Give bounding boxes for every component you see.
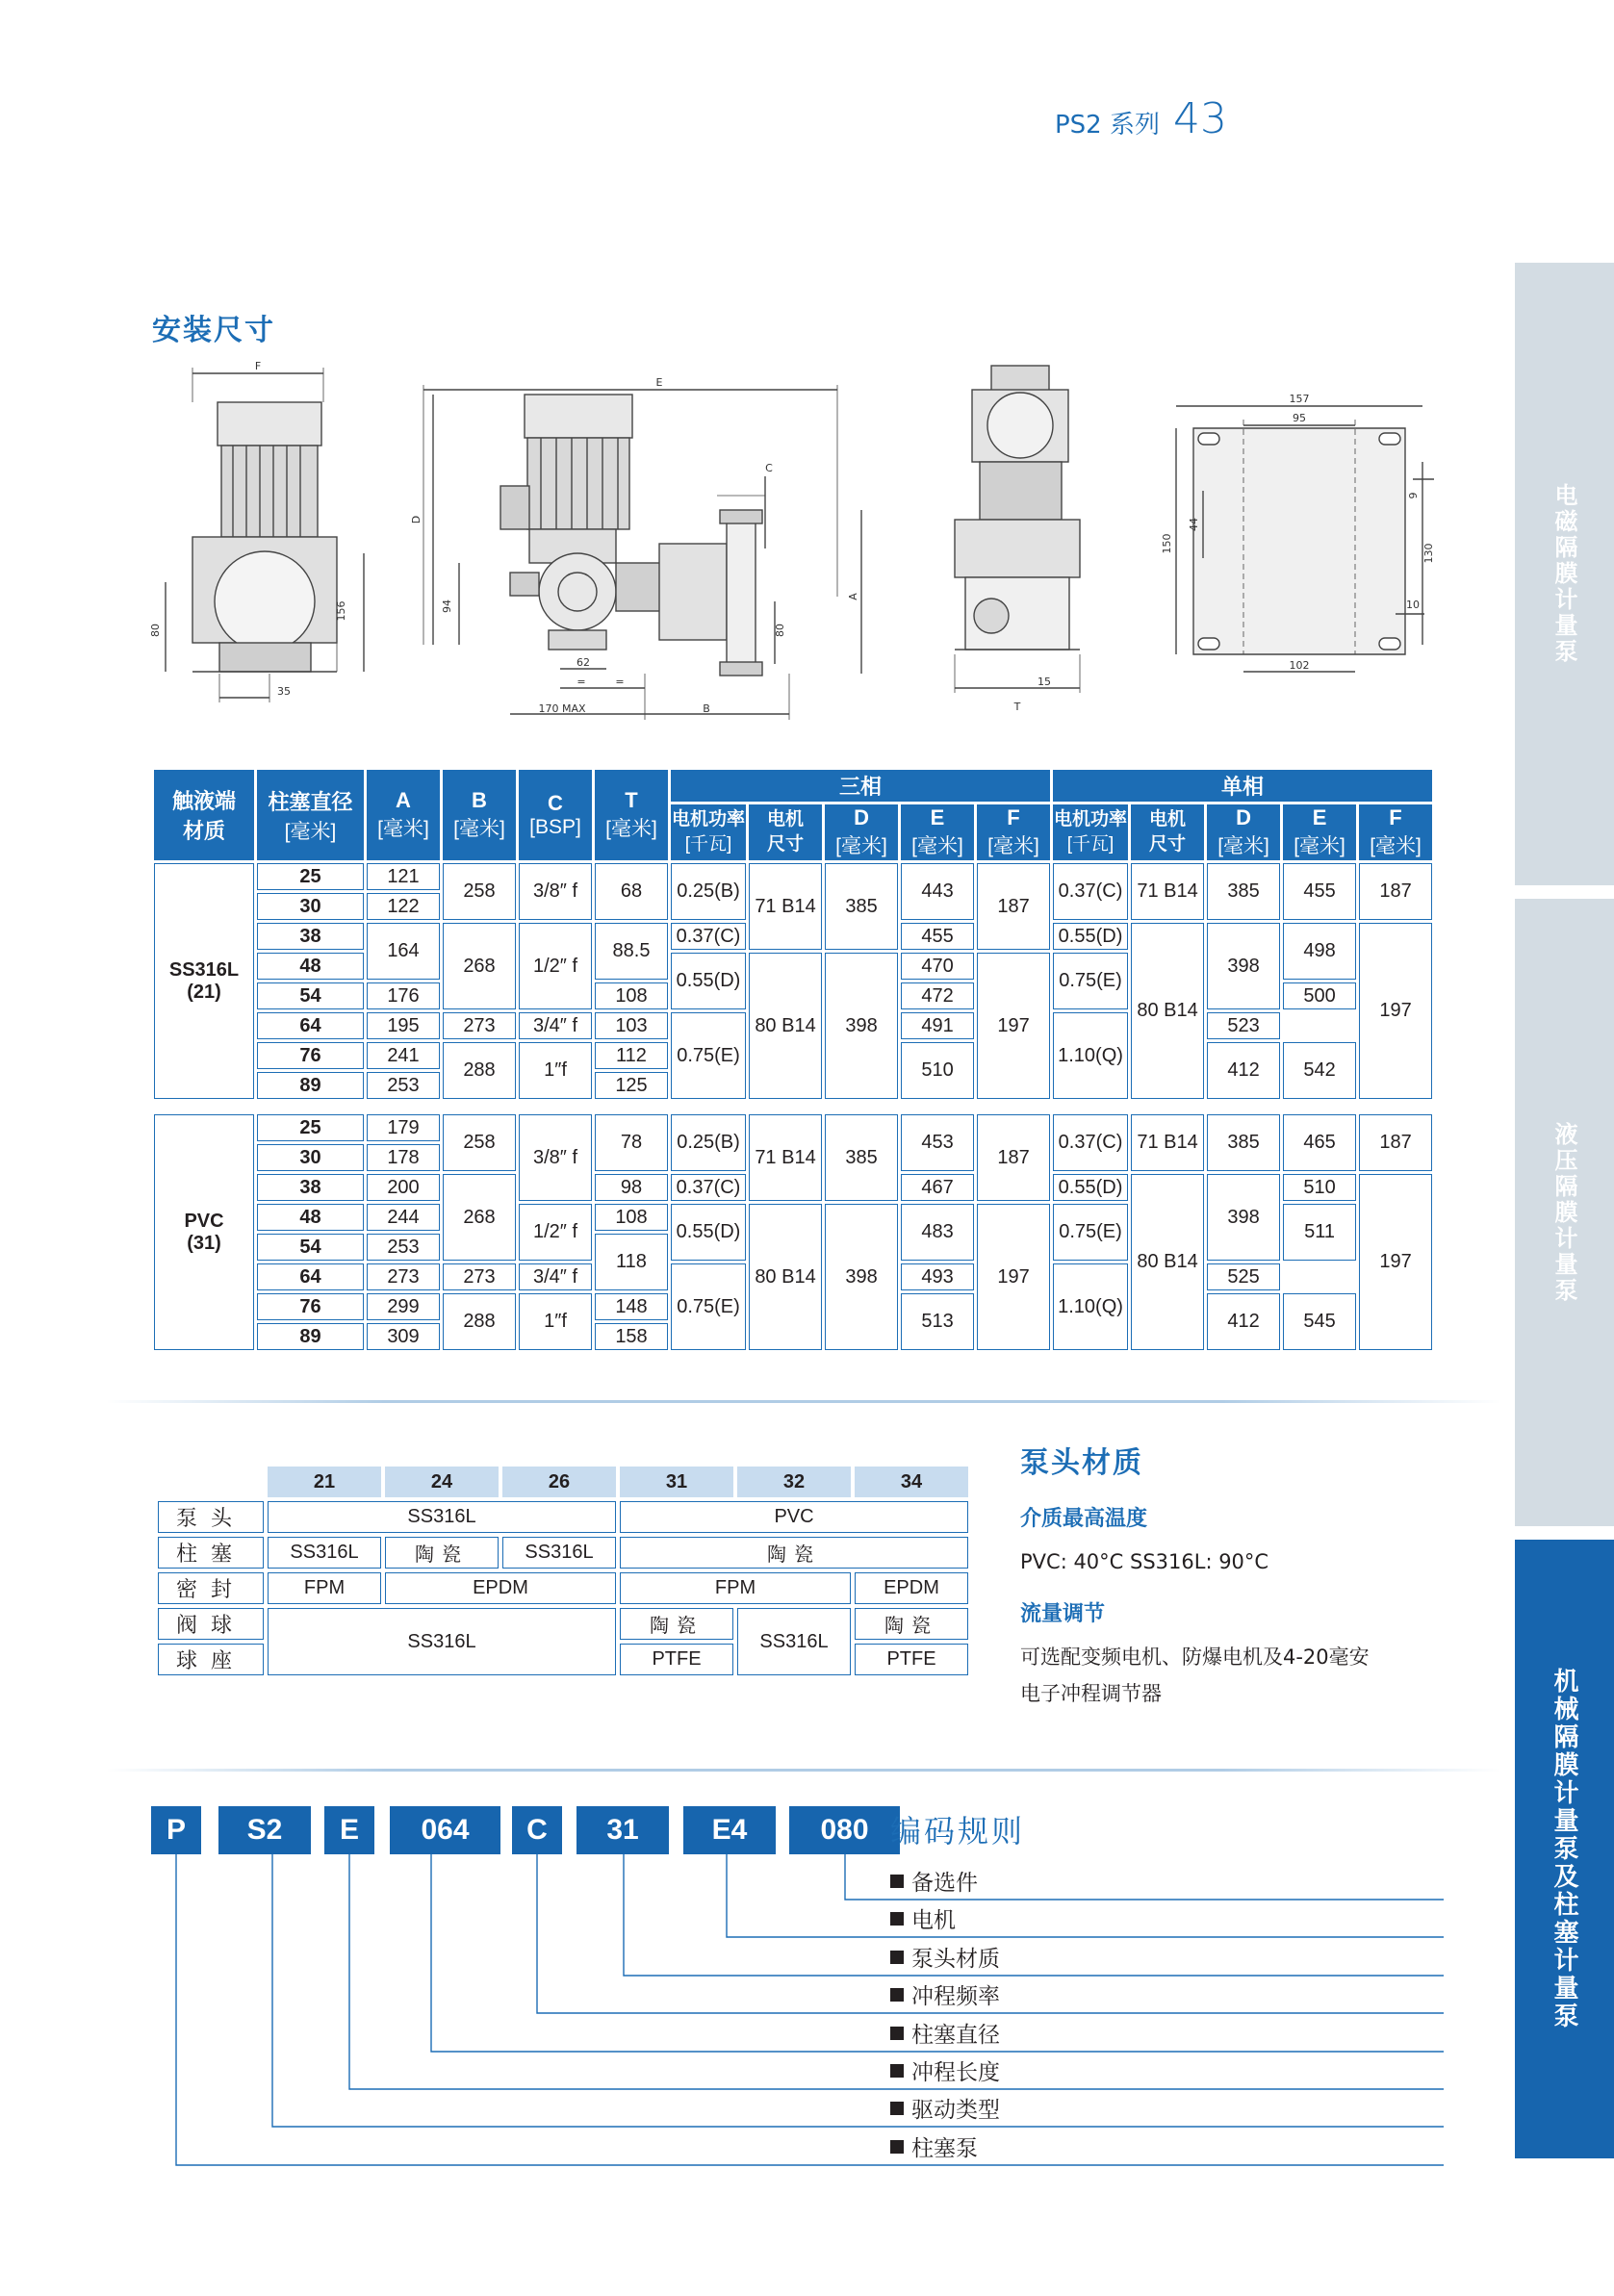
tp-f-cell: 197: [977, 953, 1050, 1099]
tp-d-cell: 385: [825, 1114, 898, 1201]
square-bullet-icon: [890, 1988, 904, 2002]
base-plate-drawing: [1176, 406, 1434, 672]
b-cell: 288: [443, 1042, 516, 1099]
material-code: 24: [385, 1467, 499, 1497]
side-tab-label: 机械隔膜计量泵及柱塞计量泵: [1550, 1668, 1578, 2030]
t-cell: 158: [595, 1323, 668, 1350]
series-label: PS2 系列: [1055, 111, 1160, 140]
a-cell: 176: [367, 982, 440, 1009]
a-cell: 178: [367, 1144, 440, 1171]
sp-f-cell: 187: [1359, 863, 1432, 920]
sp-f-cell: 197: [1359, 923, 1432, 1099]
material-cell: SS316L: [268, 1608, 616, 1675]
sp-d-cell: 385: [1207, 863, 1280, 920]
tp-e-cell: 472: [901, 982, 974, 1009]
tp-f-cell: 187: [977, 863, 1050, 950]
t-cell: 68: [595, 863, 668, 920]
material-cell: PVC: [620, 1501, 968, 1533]
sp-power-cell: 1.10(Q): [1053, 1263, 1128, 1350]
material-cell: SS316L: [268, 1537, 381, 1569]
tp-e-cell: 443: [901, 863, 974, 920]
a-cell: 241: [367, 1042, 440, 1069]
col-plunger: 柱塞直径 [毫米]: [257, 770, 364, 860]
a-cell: 200: [367, 1174, 440, 1201]
sp-d-cell: 398: [1207, 1174, 1280, 1261]
plunger-cell: 25: [257, 1114, 364, 1141]
b-cell: 258: [443, 1114, 516, 1171]
dim-label: 150: [1161, 533, 1173, 554]
side-tab-label: 电磁隔膜计量泵: [1550, 483, 1577, 665]
tp-power-cell: 0.55(D): [671, 1204, 746, 1261]
material-cell: SS316L: [737, 1608, 851, 1675]
plunger-cell: 76: [257, 1042, 364, 1069]
code-box: P: [151, 1806, 201, 1854]
dim-label: 10: [1406, 599, 1420, 611]
plunger-cell: 38: [257, 1174, 364, 1201]
t-cell: 108: [595, 1204, 668, 1231]
code-label: 驱动类型: [890, 2092, 1000, 2124]
tp-f-cell: 187: [977, 1114, 1050, 1201]
b-cell: 268: [443, 923, 516, 1009]
plunger-cell: 76: [257, 1293, 364, 1320]
square-bullet-icon: [890, 1912, 904, 1926]
flow-text: 可选配变频电机、防爆电机及4-20毫安: [1020, 1645, 1370, 1669]
material-table: [154, 1463, 972, 1679]
a-cell: 164: [367, 923, 440, 980]
b-cell: 288: [443, 1293, 516, 1350]
material-code: 31: [620, 1467, 733, 1497]
sp-power-cell: 1.10(Q): [1053, 1012, 1128, 1099]
tp-e-cell: 467: [901, 1174, 974, 1201]
square-bullet-icon: [890, 1951, 904, 1964]
dim-label: 44: [1188, 518, 1200, 531]
code-label: 泵头材质: [890, 1941, 1000, 1973]
plunger-cell: 48: [257, 953, 364, 980]
b-cell: 268: [443, 1174, 516, 1261]
square-bullet-icon: [890, 2140, 904, 2154]
code-box: 064: [390, 1806, 500, 1854]
material-cell: PVC (31): [154, 1114, 254, 1350]
tp-size-cell: 80 B14: [749, 953, 822, 1099]
dim-label: 9: [1407, 492, 1420, 499]
sp-size-cell: 80 B14: [1131, 923, 1204, 1099]
a-cell: 253: [367, 1072, 440, 1099]
plunger-cell: 54: [257, 982, 364, 1009]
tp-power-cell: 0.25(B): [671, 863, 746, 920]
tp-size-cell: 71 B14: [749, 1114, 822, 1201]
col-F: F [毫米]: [977, 804, 1050, 860]
front-view-drawing: [423, 385, 861, 720]
tp-power-cell: 0.37(C): [671, 923, 746, 950]
col-B: B [毫米]: [443, 770, 516, 860]
plunger-cell: 30: [257, 1144, 364, 1171]
row-label-valve-ball: 阀球: [158, 1608, 264, 1640]
sp-e-cell: 545: [1283, 1293, 1356, 1350]
tp-power-cell: 0.37(C): [671, 1174, 746, 1201]
sp-e-cell: 511: [1283, 1204, 1356, 1261]
plunger-cell: 48: [257, 1204, 364, 1231]
t-cell: 108: [595, 982, 668, 1009]
plunger-cell: 89: [257, 1072, 364, 1099]
square-bullet-icon: [890, 2102, 904, 2115]
sp-d-cell: 398: [1207, 923, 1280, 1009]
col-motor-size: 电机 尺寸: [749, 804, 822, 860]
code-label: 冲程频率: [890, 1978, 1000, 2010]
material-code: 21: [268, 1467, 381, 1497]
sp-d-cell: 412: [1207, 1042, 1280, 1099]
material-cell: 陶瓷: [620, 1537, 968, 1569]
b-cell: 273: [443, 1012, 516, 1039]
coding-title: 编码规则: [890, 1813, 1026, 1850]
tp-size-cell: 71 B14: [749, 863, 822, 950]
col-F: F [毫米]: [1359, 804, 1432, 860]
table-row: [154, 863, 1432, 890]
end-view-drawing: [955, 366, 1080, 693]
col-motor-power: 电机功率 [千瓦]: [671, 804, 746, 860]
dim-label: 156: [335, 600, 347, 622]
c-cell: 1/2″ f: [519, 923, 592, 1009]
code-box: E4: [683, 1806, 776, 1854]
sp-power-cell: 0.75(E): [1053, 1204, 1128, 1261]
dim-label: 80: [149, 624, 162, 637]
a-cell: 244: [367, 1204, 440, 1231]
material-code: 34: [855, 1467, 968, 1497]
plunger-cell: 38: [257, 923, 364, 950]
sp-d-cell: 412: [1207, 1293, 1280, 1350]
dim-label: 102: [1289, 659, 1310, 672]
material-info: [1020, 1439, 1473, 1729]
c-cell: 3/4″ f: [519, 1263, 592, 1290]
a-cell: 195: [367, 1012, 440, 1039]
material-cell: SS316L (21): [154, 863, 254, 1099]
col-A: A [毫米]: [367, 770, 440, 860]
sp-power-cell: 0.75(E): [1053, 953, 1128, 1009]
plunger-cell: 25: [257, 863, 364, 890]
material-cell: 陶瓷: [855, 1608, 968, 1640]
code-box: 31: [576, 1806, 669, 1854]
sp-e-cell: 523: [1207, 1012, 1280, 1039]
sp-e-cell: 465: [1283, 1114, 1356, 1171]
a-cell: 273: [367, 1263, 440, 1290]
three-phase-header: 三相: [671, 770, 1050, 802]
sp-e-cell: 500: [1283, 982, 1356, 1009]
side-view-drawing: [166, 368, 364, 702]
sp-f-cell: 197: [1359, 1174, 1432, 1350]
col-D: D [毫米]: [825, 804, 898, 860]
sp-size-cell: 71 B14: [1131, 863, 1204, 920]
t-cell: 78: [595, 1114, 668, 1171]
sp-power-cell: 0.37(C): [1053, 1114, 1128, 1171]
square-bullet-icon: [890, 1875, 904, 1888]
tp-e-cell: 455: [901, 923, 974, 950]
sp-e-cell: 542: [1283, 1042, 1356, 1099]
section-divider: [106, 1769, 1501, 1772]
dim-label: 35: [277, 685, 291, 698]
row-label-seal: 密封: [158, 1572, 264, 1604]
code-label: 电机: [890, 1902, 956, 1934]
col-motor-size: 电机 尺寸: [1131, 804, 1204, 860]
col-E: E [毫米]: [901, 804, 974, 860]
t-cell: 118: [595, 1234, 668, 1290]
plunger-cell: 54: [257, 1234, 364, 1261]
sp-e-cell: 498: [1283, 923, 1356, 980]
tp-power-cell: 0.25(B): [671, 1114, 746, 1171]
material-cell: FPM: [620, 1572, 851, 1604]
dim-label: E: [655, 376, 663, 389]
material-code: 26: [502, 1467, 616, 1497]
b-cell: 258: [443, 863, 516, 920]
c-cell: 1″f: [519, 1293, 592, 1350]
c-cell: 3/8″ f: [519, 863, 592, 920]
plunger-cell: 30: [257, 893, 364, 920]
c-cell: 3/4″ f: [519, 1012, 592, 1039]
dim-label: 94: [441, 600, 453, 613]
single-phase-header: 单相: [1053, 770, 1432, 802]
flow-text: 电子冲程调节器: [1020, 1682, 1162, 1705]
code-box: 080: [789, 1806, 900, 1854]
col-C: C [BSP]: [519, 770, 592, 860]
tp-e-cell: 513: [901, 1293, 974, 1350]
tp-size-cell: 80 B14: [749, 1204, 822, 1350]
tp-power-cell: 0.75(E): [671, 1263, 746, 1350]
section-divider: [106, 1400, 1501, 1403]
temp-title: 介质最高温度: [1020, 1507, 1148, 1531]
tp-e-cell: 510: [901, 1042, 974, 1099]
material-cell: 陶瓷: [385, 1537, 499, 1569]
material-cell: SS316L: [502, 1537, 616, 1569]
a-cell: 299: [367, 1293, 440, 1320]
col-material: 触液端材质: [154, 770, 254, 860]
a-cell: 121: [367, 863, 440, 890]
material-cell: EPDM: [385, 1572, 616, 1604]
code-box: C: [512, 1806, 562, 1854]
dim-label: 95: [1293, 412, 1306, 424]
dim-label: 130: [1422, 543, 1435, 564]
sp-power-cell: 0.55(D): [1053, 1174, 1128, 1201]
sp-size-cell: 80 B14: [1131, 1174, 1204, 1350]
sp-e-cell: 525: [1207, 1263, 1280, 1290]
sp-e-cell: 455: [1283, 863, 1356, 920]
plunger-cell: 89: [257, 1323, 364, 1350]
installation-drawings: [144, 356, 1453, 731]
code-box: E: [324, 1806, 374, 1854]
col-T: T [毫米]: [595, 770, 668, 860]
dim-label: 170 MAX: [538, 702, 586, 715]
dim-label: C: [765, 462, 773, 474]
row-label-plunger: 柱塞: [158, 1537, 264, 1569]
install-dimensions-title: 安装尺寸: [152, 314, 275, 347]
sp-size-cell: 71 B14: [1131, 1114, 1204, 1171]
spec-table: [151, 767, 1435, 1353]
c-cell: 1″f: [519, 1042, 592, 1099]
row-label-pump-head: 泵头: [158, 1501, 264, 1533]
tp-e-cell: 491: [901, 1012, 974, 1039]
t-cell: 98: [595, 1174, 668, 1201]
material-cell: 陶瓷: [620, 1608, 733, 1640]
tp-e-cell: 493: [901, 1263, 974, 1290]
material-cell: PTFE: [620, 1644, 733, 1675]
dim-label: =: [576, 676, 586, 688]
tp-e-cell: 470: [901, 953, 974, 980]
material-code: 32: [737, 1467, 851, 1497]
a-cell: 122: [367, 893, 440, 920]
t-cell: 125: [595, 1072, 668, 1099]
flow-title: 流量调节: [1020, 1602, 1106, 1626]
material-cell: PTFE: [855, 1644, 968, 1675]
side-tab-hydraulic[interactable]: [1515, 899, 1614, 1526]
t-cell: 148: [595, 1293, 668, 1320]
material-cell: SS316L: [268, 1501, 616, 1533]
table-row: [154, 1114, 1432, 1141]
c-cell: 1/2″ f: [519, 1204, 592, 1261]
dim-label: =: [615, 676, 625, 688]
t-cell: 112: [595, 1042, 668, 1069]
col-E: E [毫米]: [1283, 804, 1356, 860]
dim-label: B: [703, 702, 710, 715]
col-motor-power: 电机功率 [千瓦]: [1053, 804, 1128, 860]
square-bullet-icon: [890, 2027, 904, 2040]
a-cell: 309: [367, 1323, 440, 1350]
dim-label: A: [847, 593, 859, 600]
code-label: 备选件: [890, 1865, 978, 1897]
a-cell: 253: [367, 1234, 440, 1261]
t-cell: 103: [595, 1012, 668, 1039]
col-D: D [毫米]: [1207, 804, 1280, 860]
tp-d-cell: 398: [825, 1204, 898, 1350]
tp-e-cell: 453: [901, 1114, 974, 1171]
plunger-cell: 64: [257, 1012, 364, 1039]
material-title: 泵头材质: [1020, 1446, 1143, 1480]
material-cell: FPM: [268, 1572, 381, 1604]
corner: [158, 1467, 264, 1497]
side-tab-label: 液压隔膜计量泵: [1550, 1121, 1577, 1304]
temp-text: PVC: 40°C SS316L: 90°C: [1020, 1550, 1269, 1573]
tp-f-cell: 197: [977, 1204, 1050, 1350]
dim-label: F: [254, 360, 262, 372]
dim-label: 15: [1038, 676, 1051, 688]
row-label-valve-seat: 球座: [158, 1644, 264, 1675]
page-number: 43: [1173, 94, 1227, 143]
code-box: S2: [218, 1806, 311, 1854]
dim-label: T: [1013, 701, 1021, 713]
b-cell: 273: [443, 1263, 516, 1290]
code-label: 柱塞泵: [890, 2130, 978, 2162]
dim-label: 157: [1289, 393, 1310, 405]
a-cell: 179: [367, 1114, 440, 1141]
tp-power-cell: 0.75(E): [671, 1012, 746, 1099]
sp-power-cell: 0.55(D): [1053, 923, 1128, 950]
t-cell: 88.5: [595, 923, 668, 980]
code-label: 柱塞直径: [890, 2017, 1000, 2049]
dim-label: 80: [774, 624, 786, 637]
tp-d-cell: 385: [825, 863, 898, 950]
sp-d-cell: 385: [1207, 1114, 1280, 1171]
c-cell: 3/8″ f: [519, 1114, 592, 1201]
plunger-cell: 64: [257, 1263, 364, 1290]
sp-power-cell: 0.37(C): [1053, 863, 1128, 920]
material-cell: EPDM: [855, 1572, 968, 1604]
tp-e-cell: 483: [901, 1204, 974, 1261]
dim-label: D: [410, 515, 423, 524]
tp-d-cell: 398: [825, 953, 898, 1099]
page-header: [1055, 94, 1227, 143]
side-tab-solenoid[interactable]: [1515, 263, 1614, 885]
code-label: 冲程长度: [890, 2054, 1000, 2086]
dim-label: 62: [576, 656, 590, 669]
sp-e-cell: 510: [1283, 1174, 1356, 1201]
square-bullet-icon: [890, 2064, 904, 2078]
tp-power-cell: 0.55(D): [671, 953, 746, 1009]
sp-f-cell: 187: [1359, 1114, 1432, 1171]
side-tab-mechanical[interactable]: [1515, 1540, 1614, 2158]
